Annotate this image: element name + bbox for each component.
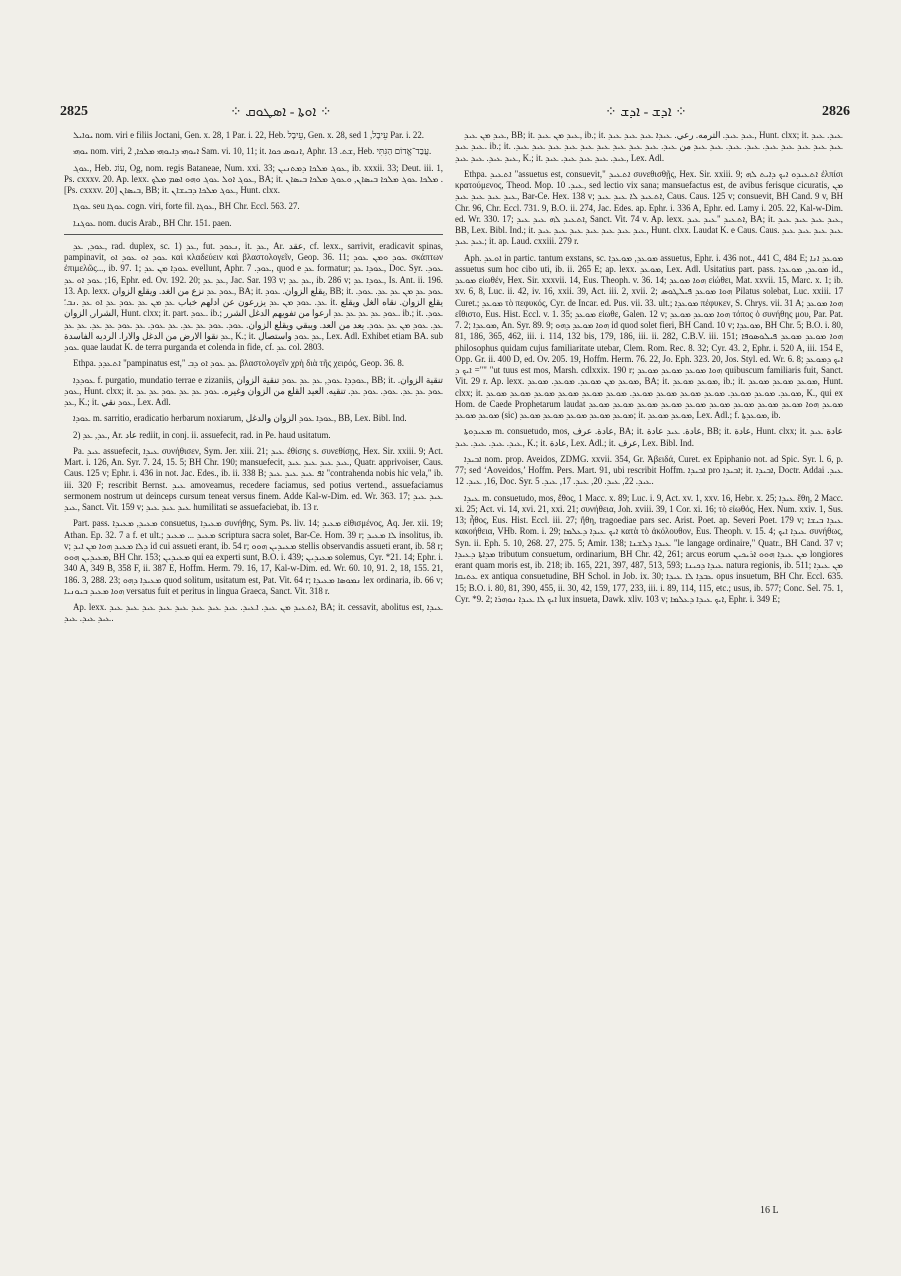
- entry: ܥܝܕܐ m. consuetudo, mos, ἔθος, 1 Macc. x. 89; Luc. i. 9, Act. xv. 1, xxv. 16, Hebr. x. 25; ܥܝܕܐ ἔθη, 2 Macc. xi. 25; Act. vi. 14, xvi. 21, xxi. 21; συνήθεια, Joh. xviii. 39, 1 Cor. xi. 16; τὸ εἰωθός, Hex. Num. xxiv. 1, Sus. 13; ἦθος, Eus. Hist. Eccl. iii. 27; ἤθη, tragoediae pars sec. Arist. Poet. ap. Severi Poet. 179 v; ܥܝܕܐ ܒܝܫܐ κακοήθεια, VHb. Rom. i. 29; ܐܝܟ ܥܝܕܐ ܕܥܠܡܐ κατὰ τὸ ἀκόλουθον, Eus. Theoph. v. 15. 4; ܥܝܕܐ ܐܝܟ συνήθως, Syn. ii. Eph. 5. 10, 268. 27, 275. 5; Amir. 138; ܥܝܕܐ ܕܠܫܢܐ "le langage ordinaire," Quatr., BH Cand. 37 v; ܡܕܐܬܐ ܕܥܝܕܐ tributum consuetum, ordinarium, BH Chr. 42, 261; arcus eorum ܡܢ ܥܝܕܐ ܗܘܘ ܐܪܝܟܝܢ longiores erant quam moris est, ib. 218; ib. 165, 221, 397, 487, 513, 593; ܥܝܕܐ ܕܟܝܢܐ natura regionis, ib. 511; ܡܢ ܥܝܕܐ ܥܬܝܩܐ ex antiqua consuetudine, BH Schol. in Job. ix. 30; ܥܒܕܐ ܠܐ ܥܝܕܐ opus insuetum, BH Chr. Eccl. 635. 15; B.O. i. 80, 81, 390, 455, ii. 30, 42, 159, 177, 233, iii. i. 89, 114, 115, etc.; usus, ib. 577; Conc. Sel. 75. 1, Cyr. *9. 2; ܐܝܟ ܠܐ ܥܝܕܐ ܢܘܗܪܐ lux insueta, Dawk. xliv. 103 v; ܐܝܟ ܥܝܕܐ ܕܥܠܡܐ, Ephr. i. 349 E;: [455, 492, 843, 604]
- signature-mark: 16 L: [760, 1205, 779, 1216]
- right-column: [455, 130, 843, 1215]
- entry: ܝܘܗܝ nom. viri, ܐܝܘܗܝ ܕܐܝܘܗܝ ܡܠܟܐ, 2 Sam. vi. 10, 11; it. ܐܢܘܣ ܟܘܐ, Aphr. ܫܬ. 13, Heb. עֲבַד־אֱדוֹם הַגִּתִּי.: [73, 146, 432, 157]
- entry: Ethpa. ܐܬܥܝܕ "assuetus est, consuevit," ܐܬܥܝܕ συνεθισθῇς, Hex. Sir. xxiii. 9; ܐܬܥܝܕܘ ܐܝܟ ܕܐܝܬ ܠܗ ἐλπίσι κρατούμενος, Theod. Mop. ܥܝܕ. 10, sed lectio vix sana; mansuefactus est, de avibus ferisque cicuratis, ܡܢ ܥܝܕ ܥܝܕ ܥܝܕ ܥܝܕ, Bar-Ce. Hex. 138 v; ܐܬܥܝܕ ܠܐ ܥܝܕ ܥܝܕ, Caus. Caus. 125 v; consuevit, BH Cand. 9 v, BH Chr. 96, Chr. Eccl. 731. 9, B.O. ii. 274, Jac. Edes. ap. Ephr. i. 336 A, Ephr. ed. Lamy i. 205. 22, Kal-w-Dim. ed. Wr. 330. 17; ܐܬܥܝܕ ܠܗ ܥܝܕ ܥܝܕ, Sanct. Vit. 74 v. Ap. lexx. ܐܬܥܝܕ "ܥܝܕ ܥܝܕ, BA; it. ܥܝܕ ܥܝܕ ܥܝܕ ܥܝܕ, BB, Lex. Bibl. Ind.; it. ܥܝܕ ܥܝܕ ܥܝܕ ܥܝܕ ܥܝܕ ܥܝܕ ܥܝܕ, Hunt. clxx. Laudat K. e Caus. Caus. ܥܝܕ ܥܝܕ ܥܝܕ ܥܝܕ ܥܝܕ ܥܝܕ; it. ap. Laud. cxxiii. 279 r.: [455, 168, 843, 247]
- entry: ܥܘܕ, ܥܕ, rad. duplex, sc. 1) ܥܕ, fut. ܢܥܘܕ, it. ܥܕ, Ar. عقد, cf. lexx., sarrivit, eradicavit spinas, pampinavit, ܥܘܕ ܐܘ ܥܘܕ ܐܘ καὶ κλαδεύειν καὶ βλαστολογεῖν, Geop. 36. 11; ܥܘܕ ܘܡܢ ܥܘܕ σκάπτων ἐπιμελῶς..., ib. 97. 1; ܥܘܕܐ ܡܢ ܥܕ evellunt, Aphr. ܥܘܕ. 7, quod e ܥܕ formatur; ܥܘܕܐ ܥܕ, Doc. Syr. ܥܘܕ. 16; ܥܘܕ ܐܘ ܥܕ, Ephr. ed. Ov. 192. 20; ܥܕ ܥܕ, Jac. Sar. 193 v; ܥܕ ܥܕ, ib. 286 v; ܥܘܕܐ ܥܕ, Is. Ant. ii. 196. 13. Ap. lexx. ܥܘܕ ܥܕ نزع من الغد. ويقلع الزوان, BA; it. يقلع الزوان. ܥܘܕ, BB; it. ܥܘܕ ܥܕ ܡܢ ܥܕ ܥܕ. ܥܘܕ. ܥܕ. ܥܘܕ ܡܢ ܥܕ يزرعون عن ادلهم خباب ܥܕ ܡܢ ܥܕ ܥܘܕ ܥܕ ܐܘ ܥܕ .ܢܒ؛ it. يقلع الزوان. نقاه الغل ويقلع الشرار, الزوان, Hunt. clxx; it. part. ܥܘܕ. ib.; ܥܘܕ ܥܕ ܥܕ ܥܕ ܥܕ ارعوا من تفويهم الدغل الشرر. ib.; it. ܥܘܕ. ܥܕ. ܥܘܕ ܡܢ ܥܕ ܥܘܕ. يعد من العد. ويبقي ويقلع الزوان. ܥܘܕ. ܥܘܕ ܥܕ ܥܕ. ܥܕ ܥܘܕ. ܥܕ ܥܘܕ ܥܕ ܥܕ. ܥܕ ܥܕ ܥܕ نقوا الارض من الدغل والارا. الرديه الفاسدة, K.; it. ܥܕ ܥܘܕ واستصال, Lex. Adl. Exhibet etiam BA. sub ܥܘܕ quae laudat K. de terra purganda et colenda in fide, cf. ܥܕ col. 2803.: [64, 240, 443, 352]
- entry: ܥܘܓ, Heb. עוֹג, Og, nom. regis Bataneae, Num. xxi. 33; ܥܘܓ ܡܠܟܐ ܕܡܬܢܝܢ, ib. xxxii. 33; Deut. iii. 1, Ps. cxxxv. 20. Ap. lexx. ܥܘܓ ܐܘܠ ܥܘܓ ܘܗܘ ܐܣܡ ܡܠܟ, BA; it. ܡܠܟܐ ܥܘܓ ܡܠܟܐ ܒܝܣܐܢ, ܘܥܘܓ ܡܠܟܐ ܒܝܣܐܢ .[Ps. cxxxv. 20] ܒܝܣܐܢ, BB; it. ܥܘܓ ܡܠܟܐ ܕܒܝܫܐܢ, Hunt. clxx.: [64, 162, 443, 195]
- left-column: [64, 130, 443, 1215]
- entry: Pa. ܥܝܕ assuefecit, ܥܝܕܐ συνήθισεν, Sym. Jer. xiii. 21; ܥܝܕ ἐθίσης s. συνεθίσῃς, Hex. Sir. xxiii. 9; Act. Mart. i. 126, An. Syr. 7. 24, 15. 5; BH Chr. 190; mansuefecit, ܥܝܕ ܥܝܕ ܥܝܕ ܥܝܕ, Quatr. apprivoiser, Caus. Caus. 125 v; Ephr. i. 436 in not. Jac. Edes., ib. ii. 338 B; ܐܦ ܥܝܕ ܥܝܕ ܥܝܕ "contrahenda nobis hic vela," ib. iii. 320 F; rescribit Bernst. ܥܝܕ amoveamus, recedere faciamus, sed potius vertend., assuefaciamus sermonem nostrum ut deinceps cursum teneat versus finem. Adde Kal-w-Dim. ed. Wr. 363. 17; ܥܝܕ ܥܝܕ ܥܝܕ, Sanct. Vit. 159 v; ܥܝܕ ܥܝܕ ܥܝܕ humilitati se assuefaciebat, ib. 13 r.: [64, 445, 443, 512]
- entry: ܥܘܓܢܐ nom. ducis Arab., BH Chr. 151. paen.: [73, 217, 232, 228]
- entry: ܥܘܓܐ seu ܥܘܓܐ cogn. viri, forte fil. ܥܘܓܐ, BH Chr. Eccl. 563. 27.: [73, 201, 300, 212]
- entry: Ap. lexx. ܐܬܥܝܕ ܡܢ ܥܝܕ. ܐܥܝܕ. ܥܝܕ ܥܝܕ ܥܝܕ ܥܝܕ ܥܝܕ ܥܝܕ ܥܝܕ ܥܝܕ, BA; it. cessavit, abolitus est, ܥܝܕܐ ܥܝܕ ܥܝܕ. ܥܝܕ.: [64, 602, 443, 624]
- section-divider: [64, 234, 443, 235]
- entry: Aph. ܐܘܥܕ in partic. tantum exstans, sc. ܡܘܥܕ, ܡܘܥܕܐ assuetus, Ephr. i. 436 not., 441 C, 484 E; ܡܘܥܕ ܐܢܐ assuetus sum hoc cibo uti, ib. ii. 265 E; ap. lexx. ܡܘܥܕ, Lex. Adl. Usitatius part. pass. ܡܘܥܕ, ܡܘܥܕܐ id., ܡܘܥܕ εἰωθέν, Hex. Sir. xxxvii. 14, Eus. Theoph. v. 36. 14; ܗܘܐ ܡܘܥܕ εἰώθει, Mat. xxvii. 15, Marc. x. 1; ib. xv. 6, 8, Luc. ii. 42, iv. 16, xxii. 39, Act. iii. 2, xvii. 2; ܗܘܐ ܡܘܥܕ ܦܝܠܛܘܣ Pilatus solebat, Luc. xxiii. 17 Curet.; ܡܘܥܕ τὸ πεφυκός, Cyr. de Incar. ed. Pus. vii. 33. ult.; ܡܘܥܕܐ πέφυκεν, S. Chrys. vii. 31 A; ܗܘܐ ܡܘܥܕ εἴθιστο, Eus. Hist. Eccl. v. 1. 35; ܡܘܥܕ εἰωθε, Galen. 12 v; ܗܘܐ ܡܘܥܕ ܡܘܥܕ τόπος ὁ συνήθης μου, Par. Pat. 7. 2; ܡܘܥܕܐ, An. Syr. 89. 9; ܗܘܐ ܡܘܥܕ ܕܗܘ id quod solet fieri, BH Cand. 10 v; ܡܘܥܕܐ, BH Chr. 5; B.O. i. 80, 81, 186, 365, 462, iii. i. 114, 132 bis, 179, 186, iii. ii. 282, C.B.V. iii. 151; ܗܘܐ ܡܘܥܕ ܡܘܥܕ ܦܝܠܘܣܘܦܐ philosophus quidam cujus familiaritate utebar, Clem. Rom. Rec. 8. 32; Cyr. 43. 2, Ephr. i. 520 A, iii. 154 E, Opp. Gr. ii. 400 D, ed. Ov. 205. 19, Hoffm. Herm. 76. 22, Jo. Eph. 323. 20, Jos. Styl. ed. Wr. 6. 8; ܐܝܟ ܕܡܘܥܕ "= ܐܝܟ ܕ" "ut tuus est mos, Marsh. cdlxxix. 190 r; ܗܘܐ ܡܘܥܕ ܡܘܥܕ ܡܘܥܕ quibuscum familiaris fuit, Sanct. Vit. 29 r. Ap. lexx. ܡܘܥܕ ܡܢ ܡܘܥܕ. ܡܘܥܕ. ܡܘܥܕ, BA; it. ܡܘܥܕ ܡܘܥܕ, ib.; it. ܡܘܥܕ ܡܘܥܕ ܡܘܥܕ, Hunt. clxx; it. ܡܘܥܕ. ܡܘܥܕ ܡܘܥܕ. ܡܘܥܕ ܡܘܥܕ ܡܘܥܕ ܡܘܥܕ. ܡܘܥܕ ܡܘܥܕ ܡܘܥܕ ܡܘܥܕ ܡܘܥܕ ܡܘܥܕ, K., qui ex Hom. de Caede Prophetarum laudat ܡܘܥܕ ܗܘܐ ܡܘܥܕ ܡܘܥܕ ܡܘܥܕ ܡܘܥܕ ܡܘܥܕ ܡܘܥܕ ܡܘܥܕ ܡܘܥܕ ܡܘܥܕ ܡܘܥܕ ܡܘܥܕ (sic) ܡܘܥܕ ܡܘܥܕ ܡܘܥܕ ܡܘܥܕ ܡܘܥܕ; it. ܡܘܥܕ ܡܘܥܕ, Lex. Adl.; f. ܡܘܥܕܬܐ, ib.: [455, 252, 843, 420]
- page-number-right: 2826: [822, 104, 850, 119]
- entry: 2) ܥܕ, ܥܕ, Ar. عاد rediit, in conj. ii. assuefecit, rad. in Pe. haud usitatum.: [73, 429, 331, 440]
- running-head-left: ⁘ ܐܘܬܐ - ܐܣܛܘܩ ⁘: [230, 105, 332, 120]
- entry: ܡܥܝܕܘܬܐ m. consuetudo, mos, عادة. عرف, BA; it. عادة. ܥܝܕ عادة, BB; it. عادة, Hunt. clxx; it. عادة ܥܝܕ ܥܝܕ. ܥܝܕ. ܥܝܕ. ܥܝܕ, K.; it. عادة, Lex. Adl.; it. عرف, Lex. Bibl. Ind.: [455, 426, 843, 448]
- entry: ܥܘܕܕܐ f. purgatio, mundatio terrae e zizaniis, ܥܘܕܕܐ ܥܘܕ, ܥܕ ܥܕ ܥܘܕ تنقية الزوان, BB; it. تنقية الزوان. ܥܘܕ, Hunt. clxx; it. ܥܘܕ ܥܕ ܥܕ. ܥܘܕ. ܥܘܕ ܥܕ. تنقيه. العيد القلع من الزوان وغيره. ܥܘܕ ܥܕ ܥܕ ܥܘܕ ܥܕ ܥܕ ܥܕ, K.; it. ܥܘܕ نقي, Lex. Adl.: [64, 374, 443, 407]
- entry: Ethpa. ܐܬܥܕܕ "pampinatus est," ܥܕ ܥܘܕ ܐܘ ܕܒ βλαστολογεῖν χρὴ διὰ τῆς χειρός, Geop. 36. 8.: [73, 358, 405, 369]
- page-header: [60, 104, 850, 126]
- running-head-right: ⁘ ܐܕܫ - ܐܕܫ ⁘: [605, 105, 687, 120]
- entry: ܐܒܝܕܐ nom. prop. Aveidos, ZDMG. xxvii. 354, Gr. Ἀβειδά, Curet. ex Epiphanio not. ad Spic. Syr. l. 6, p. 77; sed ‘Aoveidos,’ Hoffm. Pers. Mart. 91, ubi rescribit Hoffm. ܐܒܝܕܐ pro ܐܒܝܕܐ; it. ܐܒܝܕܐ, Doctr. Addai ܥܝܕ. 16, ܥܝܕ. 12, Doc. Syr. ܥܝܕ. 22, ܥܝܕ. 20, ܥܝܕ. 17, ܥܝܕ. 5.: [455, 453, 843, 487]
- entry: ܥܘܕܐ m. sarritio, eradicatio herbarum noxiarum, ܥܘܕܐ ܥܘܕ الزوان والدغل, BB, Lex. Bibl. Ind.: [73, 413, 407, 424]
- page-number-left: 2825: [60, 104, 88, 119]
- entry: ܥܝܕ ܡܢ ܥܝܕ, BB; it. ܥܝܕ ܡܢ ܥܝܕ, ib.; it. ܥܝܕ ܥܝܕ. الترمه. رعي. ܥܝܕܐ ܥܝܕ ܥܝܕ ܥܝܕ, Hunt. clxx; it. ܥܝܕ. ܥܝܕ ܥܝܕ ܥܝܕ. ib.; it. ܥܝܕ ܥܝܕ ܥܝܕ ܥܝܕ ܥܝܕ. ܥܝܕ. ܥܝܕ. ܥܝܕ ܥܝܕ من ܥܝܕ. ܥܝܕ ܥܝܕ ܥܝܕ ܥܝܕ ܥܝܕ ܥܝܕ ܥܝܕ ܥܝܕ ܥܝܕ. ܥܝܕ ܥܝܕ. ܥܝܕ ܥܝܕ, K.; it. ܥܝܕ. ܥܝܕ ܥܝܕ ܥܝܕ. ܥܝܕ, Lex. Adl.: [455, 130, 843, 163]
- entry: Part. pass. ܡܥܝܕ, ܡܥܝܕܐ consuetus, ܡܥܝܕܐ συνήθης, Sym. Ps. liv. 14; ܡܥܝܕ εἰθισμένος, Aq. Jer. xii. 19; Athan. Ep. 32. 7 a f. et ult.; ܡܥܝܕ ... ܡܥܝܕ scriptura sacra solet, Bar-Ce. Hom. 39 r; ܠܐ ܡܥܝܕ insolitus, ib. v; ܕܠܐ ܡܥܝܕ ܗܘܐ ܡܢ ܐܝܕ id cui assueti erant, ib. 54 r; ܡܥܝܕܝܢ ܗܘܘ stellis observandis assueti erant, ib. 58 r; ܡܥܝܕܝܢ ܗܘܘ, BH Chr. 153; ܡܥܝܕܝܢ qui ea experti sunt, B.O. i. 439; ܡܥܝܕܝܢ solemus, Cyr. *21. 14; Ephr. i. 340 A, 349 B, 358 F, ii. 387 E, Hoffm. Herm. 79. 16, 17, Kal-w-Dim. ed. Wr. 60. 10, 91. 2, 18, 155. 21, 186. 3, 288. 23; ܡܥܝܕܐ ܕܗܘ quod solitum, usitatum est, Pat. Vit. 64 r; ܢܡܘܣܐ ܡܥܝܕܐ lex ordinaria, ib. 66 v; ܗܘܐ ܡܥܝܕ ܒܝܘܢܝܐ versatus fuit et peritus in lingua Graeca, Sanct. Vit. 318 r.: [64, 518, 443, 596]
- entry: ܝܘܐܝܠ nom. viri e filiis Joctani, Gen. x. 28, 1 Par. i. 22, Heb. עֵיבָל, Gen. x. 28, sed עֵיבָל, 1 Par. i. 22.: [73, 130, 424, 140]
